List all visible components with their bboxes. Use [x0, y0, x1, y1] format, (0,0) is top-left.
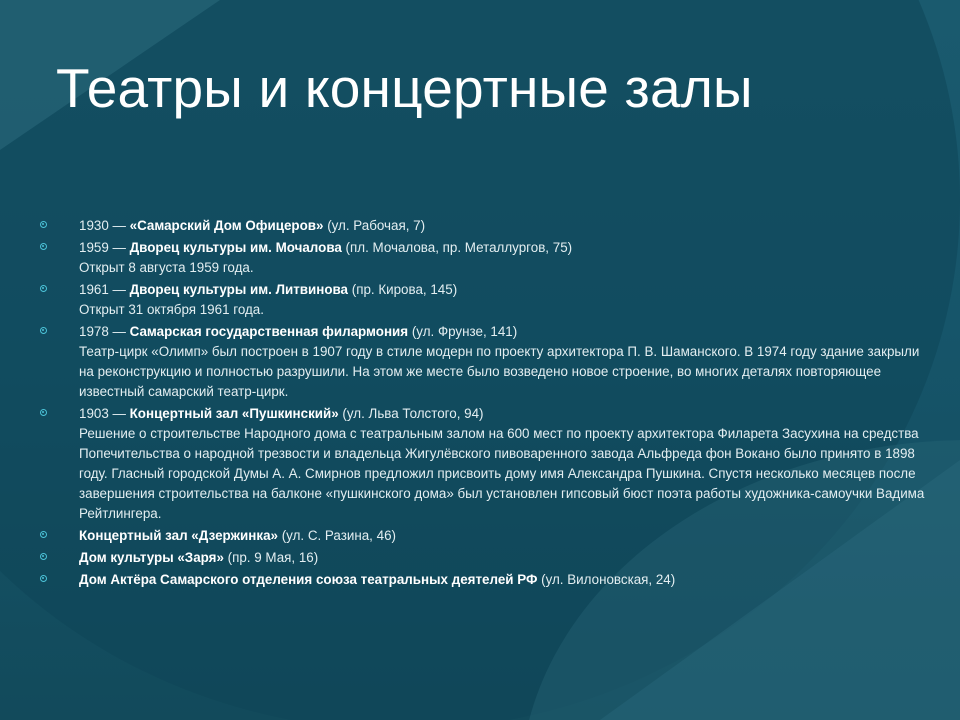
- list-item: [40, 526, 925, 546]
- item-name: Дом Актёра Самарского отделения союза театральных деятелей РФ: [79, 572, 538, 587]
- item-name: Дом культуры «Заря»: [79, 550, 224, 565]
- item-address: (пр. 9 Мая, 16): [223, 550, 319, 565]
- item-description: Решение о строительстве Народного дома с театральным залом на 600 мест по проекту архитектора Филарета Засухина на средства Попечительства о народной трезвости и владельца Жигулёвского пивоваренного завода Альфреда фон Вокано было принято в 1898 году. Гласный городской Думы А. А. Смирнов предложил присвоить дому имя Александра Пушкина. Спустя несколько месяцев после завершения строительства на балконе «пушкинского дома» был установлен гипсовый бюст поэта работы художника-самоучки Вадима Рейтлингера.: [79, 426, 925, 521]
- item-address: (пр. Кирова, 145): [348, 282, 458, 297]
- item-address: (ул. Фрунзе, 141): [408, 324, 518, 339]
- item-name: Концертный зал «Дзержинка»: [79, 528, 278, 543]
- item-description: Открыт 31 октября 1961 года.: [79, 302, 264, 317]
- item-address: (ул. Рабочая, 7): [323, 218, 426, 233]
- circle-dot-icon: [40, 575, 47, 582]
- item-name: «Самарский Дом Офицеров»: [129, 218, 324, 233]
- circle-dot-icon: [40, 531, 47, 538]
- list-item: [40, 238, 925, 278]
- list-item: [40, 570, 925, 590]
- circle-dot-icon: [40, 221, 47, 228]
- item-description: Открыт 8 августа 1959 года.: [79, 260, 254, 275]
- item-name: Дворец культуры им. Литвинова: [129, 282, 349, 297]
- item-year: 1930 —: [79, 218, 130, 233]
- circle-dot-icon: [40, 243, 47, 250]
- item-description: Театр-цирк «Олимп» был построен в 1907 году в стиле модерн по проекту архитектора П. В. Шаманского. В 1974 году здание закрыли на реконструкцию и полностью разрушили. На этом же месте было возведено новое строение, во многих деталях повторяющее известный самарский театр-цирк.: [79, 344, 920, 399]
- item-year: 1961 —: [79, 282, 130, 297]
- item-name: Самарская государственная филармония: [129, 324, 409, 339]
- circle-dot-icon: [40, 409, 47, 416]
- list-item: [40, 216, 925, 236]
- item-year: 1903 —: [79, 406, 130, 421]
- list-item: [40, 280, 925, 320]
- item-address: (пл. Мочалова, пр. Металлургов, 75): [341, 240, 573, 255]
- circle-dot-icon: [40, 553, 47, 560]
- item-address: (ул. Льва Толстого, 94): [338, 406, 484, 421]
- item-year: 1959 —: [79, 240, 130, 255]
- item-name: Концертный зал «Пушкинский»: [129, 406, 339, 421]
- item-year: 1978 —: [79, 324, 130, 339]
- item-address: (ул. Вилоновская, 24): [537, 572, 676, 587]
- venue-list: [40, 216, 925, 592]
- item-address: (ул. С. Разина, 46): [277, 528, 396, 543]
- item-name: Дворец культуры им. Мочалова: [129, 240, 342, 255]
- circle-dot-icon: [40, 285, 47, 292]
- slide-title: Театры и концертные залы: [56, 57, 753, 119]
- circle-dot-icon: [40, 327, 47, 334]
- list-item: [40, 548, 925, 568]
- list-item: [40, 404, 925, 524]
- list-item: [40, 322, 925, 402]
